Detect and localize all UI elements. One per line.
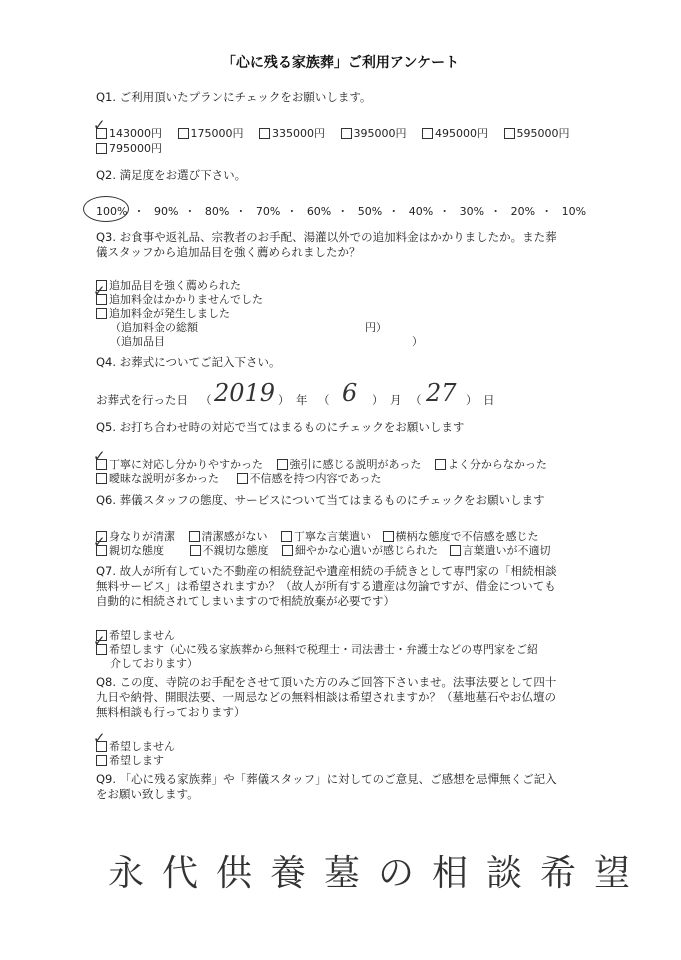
check-mark-icon: ✓ [93, 632, 106, 650]
q9-handwritten-answer[interactable]: 永代供養墓の相談希望 [108, 853, 649, 894]
q5-option[interactable]: 不信感を持つ内容であった [237, 472, 382, 485]
check-mark-icon: ✓ [93, 282, 106, 300]
q2-option[interactable]: 90% [153, 205, 179, 218]
q9-question: をお願い致します。 [96, 787, 199, 801]
q5-option[interactable]: 強引に感じる説明があった [277, 458, 422, 471]
q7-option[interactable]: ✓ 希望します（心に残る家族葬から無料で税理士・司法書士・弁護士などの専門家をご紹 [93, 632, 538, 656]
q5-option[interactable]: 曖昧な説明が多かった [96, 472, 219, 485]
q6-option[interactable]: ✓ 親切な態度 [93, 533, 164, 557]
month-field[interactable]: 6 [342, 379, 358, 407]
q2-option[interactable]: 100% [96, 205, 128, 218]
q2-option[interactable]: 40% [408, 205, 434, 218]
q1-option[interactable]: ✓ 143000円 [93, 116, 162, 140]
q3-question: Q3. お食事や返礼品、宗教者のお手配、湯灌以外での追加料金はかかりましたか。また葬 [96, 230, 557, 244]
q7-question: 無料サービス」は希望されますか？（故人が所有する遺産は勿論ですが、借金についても [96, 579, 556, 593]
q3-option[interactable]: 追加料金が発生しました [96, 305, 230, 321]
q3-option[interactable]: ✓ 追加料金はかかりませんでした [93, 282, 263, 306]
q4-question: Q4. お葬式についてご記入下さい。 [96, 355, 281, 369]
check-mark-icon: ✓ [93, 116, 106, 134]
q7-option-cont: 介しております） [110, 657, 198, 670]
q2-option[interactable]: 30% [459, 205, 485, 218]
q1-option[interactable]: 595000円 [504, 127, 570, 140]
q7-question: 自動的に相続されてしまいますので相続放棄が必要です） [96, 594, 395, 608]
q1-option[interactable]: 495000円 [422, 127, 488, 140]
q8-option[interactable]: ✓ 希望しません [93, 729, 175, 753]
q3-sub-label: ） [412, 335, 423, 348]
q4-date-label: お葬式を行った日 [96, 393, 188, 407]
q2-option[interactable]: 10% [561, 205, 587, 218]
q3-sub-label: 円） [365, 321, 387, 334]
q1-option[interactable]: 335000円 [259, 127, 325, 140]
q1-option[interactable]: 395000円 [341, 127, 407, 140]
page-title: 「心に残る家族葬」ご利用アンケート [221, 55, 460, 71]
q9-question: Q9. 「心に残る家族葬」や「葬儀スタッフ」に対してのご意見、ご感想を忌憚無くご記入 [96, 772, 557, 786]
check-mark-icon: ✓ [93, 533, 106, 551]
q6-option[interactable]: 丁寧な言葉遣い [281, 530, 371, 543]
q5-option[interactable]: よく分からなかった [435, 458, 547, 471]
q2-option[interactable]: 50% [357, 205, 383, 218]
q6-option[interactable]: 身なりが清潔 [96, 530, 175, 543]
check-mark-icon: ✓ [93, 729, 106, 747]
q2-option[interactable]: 60% [306, 205, 332, 218]
q6-option[interactable]: 清潔感がない [189, 530, 268, 543]
year-field[interactable]: 2019 [214, 379, 276, 407]
q1-options [93, 116, 570, 141]
q5-question: Q5. お打ち合わせ時の対応で当てはまるものにチェックをお願いします [96, 420, 465, 434]
q8-option[interactable]: 希望します [96, 752, 164, 768]
q7-question: Q7. 故人が所有していた不動産の相続登記や遺産相続の手続きとして専門家の「相続相談 [96, 564, 557, 578]
q6-option[interactable]: 細やかな心遣いが感じられた [282, 544, 438, 557]
q6-option[interactable]: 横柄な態度で不信感を感じた [383, 530, 539, 543]
q6-option[interactable]: 不親切な態度 [190, 544, 269, 557]
q5-options-row [96, 470, 381, 486]
q2-options: 100% ・ 90% ・ 80% ・ 70% ・ 60% ・ 50% ・ 40% ・ 30% ・ 20% ・ 10% [96, 205, 587, 218]
q3-sub-label: （追加品目 [110, 335, 165, 348]
q3-option[interactable]: 追加品目を強く薦められた [96, 277, 241, 293]
q2-option[interactable]: 80% [204, 205, 230, 218]
q7-option[interactable]: 希望しません [96, 627, 175, 643]
q2-option[interactable]: 20% [510, 205, 536, 218]
q6-question: Q6. 葬儀スタッフの態度、サービスについて当てはまるものにチェックをお願いします [96, 493, 545, 507]
q3-question: 儀スタッフから追加品目を強く薦められましたか？ [96, 245, 361, 259]
q8-question: 無料相談も行っております） [96, 705, 246, 719]
q1-option[interactable]: 175000円 [178, 127, 244, 140]
q1-option[interactable]: 795000円 [96, 140, 162, 156]
q8-question: Q8. この度、寺院のお手配をさせて頂いた方のみご回答下さいませ。法事法要として四十 [96, 675, 557, 689]
q5-option[interactable]: ✓ 丁寧に対応し分かりやすかった [93, 447, 263, 471]
check-mark-icon: ✓ [93, 447, 106, 465]
q3-sub-label: （追加料金の総額 [110, 321, 198, 334]
q8-question: 九日や納骨、開眼法要、一周忌などの無料相談は希望されますか？（墓地墓石やお仏壇の [96, 690, 556, 704]
q2-question: Q2. 満足度をお選び下さい。 [96, 168, 247, 182]
q1-question: Q1. ご利用頂いたプランにチェックをお願いします。 [96, 90, 372, 104]
q6-option[interactable]: 言葉遣いが不適切 [450, 544, 551, 557]
q2-option[interactable]: 70% [255, 205, 281, 218]
day-field[interactable]: 27 [426, 379, 457, 407]
